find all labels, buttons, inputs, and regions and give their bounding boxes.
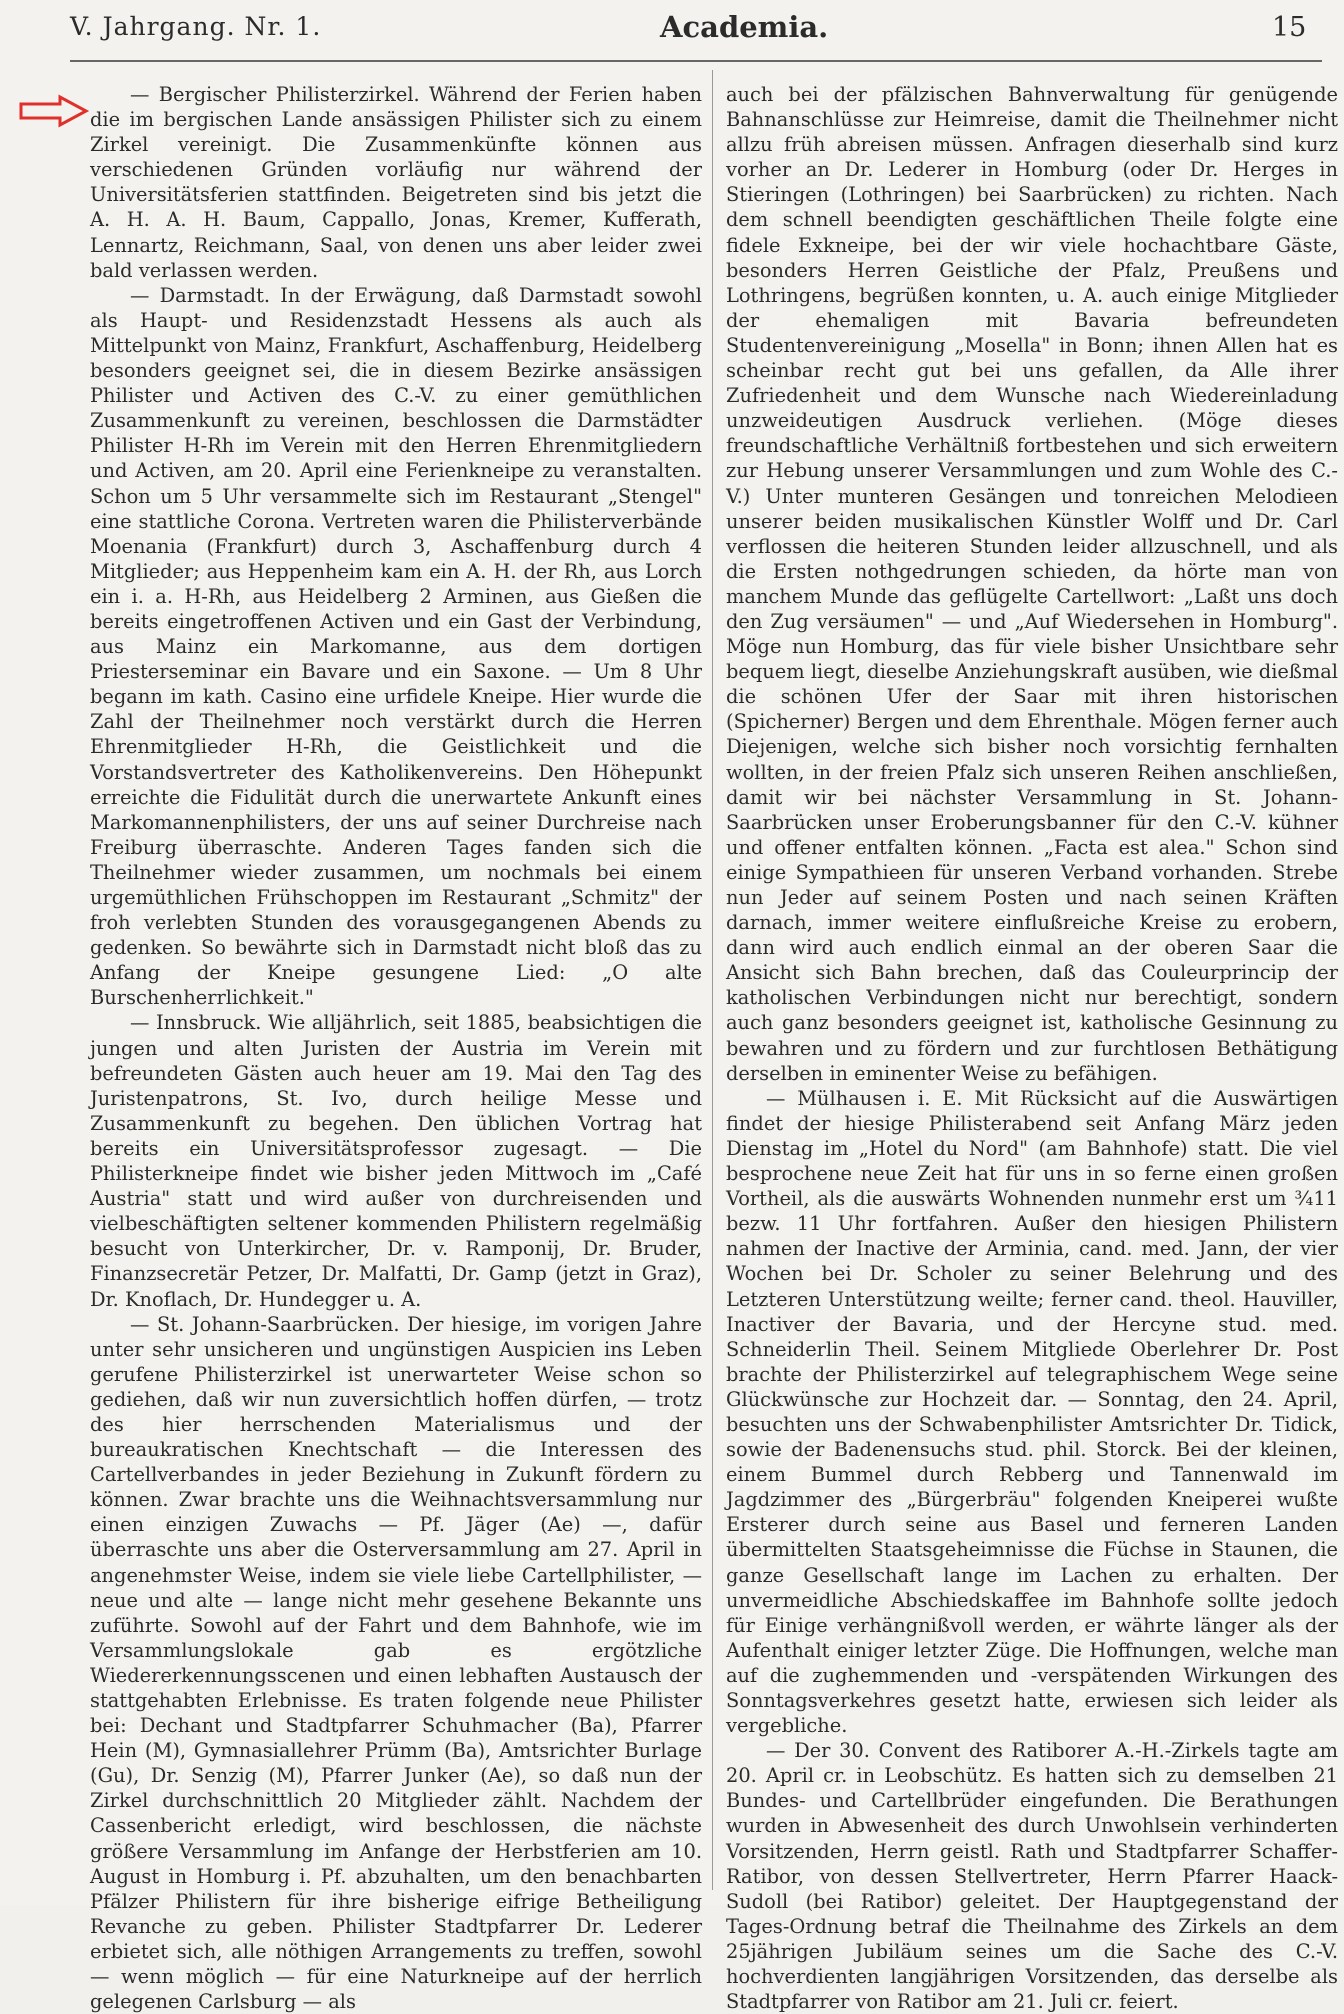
article-st-johann-continued: auch bei der pfälzischen Bahnverwaltung für genügende Bahnanschlüsse zur Heimreise, damit die Theilnehmer nicht allzu früh abreisen müssen. Anfragen dieserhalb sind kurz vorher an Dr. Lederer in Homburg (oder Dr. Herges in Stieringen (Lothringen) bei Saarbrücken) zu richten. Nach dem schnell beendigten geschäftlichen Theile folgte eine fidele Exkneipe, bei der wir viele hochachtbare Gäste, besonders Herren Geistliche der Pfalz, Preußens und Lothringens, begrüßen konnten, u. A. auch einige Mitglieder der ehemaligen mit Bavaria befreundeten Studentenvereinigung „Mosella" in Bonn; ihnen Allen hat es scheinbar recht gut bei uns gefallen, da Alle ihrer Zufriedenheit und dem Wunsche nach Wiedereinladung unzweideutigen Ausdruck verliehen. (Möge dieses freundschaftliche Verhältniß fortbestehen und sich erweitern zur Hebung unserer Versammlungen und zum Wohle des C.-V.) Unter munteren Gesängen und tonreichen Melodieen unserer beiden musikalischen Künstler Wolff und Dr. Carl verflossen die heiteren Stunden leider allzuschnell, und als die Ersten nothgedrungen schieden, da hörte man von manchem Munde das geflügelte Cartellwort: „Laßt uns doch den Zug versäumen" — und „Auf Wiedersehen in Homburg". Möge nun Homburg, das für viele bisher Unsichtbare sehr bequem liegt, dieselbe Anziehungskraft ausüben, wie dießmal die schönen Ufer der Saar mit ihren historischen (Spicherner) Bergen und dem Ehrenthale. Mögen ferner auch Diejenigen, welche sich bisher noch vorsichtig fernhalten wollten, in der freien Pfalz sich unseren Reihen anschließen, damit wir bei nächster Versammlung in St. Johann-Saarbrücken unser Eroberungsbanner für den C.-V. kühner und offener entfalten können. „Facta est alea." Schon sind einige Sympathieen für unseren Verband vorhanden. Strebe nun Jeder auf seinem Posten und nach seinen Kräften darnach, immer weitere einflußreiche Kreise zu erobern, dann wird auch endlich einmal an der oberen Saar die Ansicht sich Bahn brechen, daß das Couleurprincip der katholischen Verbindungen nicht nur berechtigt, sondern auch ganz besonders geeignet ist, katholische Gesinnung zu bewahren und zu fördern und zur furchtlosen Bethätigung derselben in eminenter Weise zu befähigen.: [726, 83, 1338, 1085]
header-rule: [70, 60, 1322, 62]
article-muelhausen: — Mülhausen i. E. Mit Rücksicht auf die Auswärtigen findet der hiesige Philisterabend seit Anfang März jeden Dienstag im „Hotel du Nord" (am Bahnhofe) statt. Die viel besprochene neue Zeit hat für uns in so ferne einen großen Vortheil, als die auswärts Wohnenden nunmehr erst um ¾11 bezw. 11 Uhr fortfahren. Außer den hiesigen Philistern nahmen der Inactive der Arminia, cand. med. Jann, der vier Wochen bei Dr. Scholer zu seiner Belehrung und des Letzteren Unterstützung weilte; ferner cand. theol. Hauviller, Inactiver der Bavaria, und der Hercyne stud. med. Schneiderlin Theil. Seinem Mitgliede Oberlehrer Dr. Post brachte der Philisterzirkel auf telegraphischem Wege seine Glückwünsche zur Hochzeit dar. — Sonntag, den 24. April, besuchten uns der Schwabenphilister Amtsrichter Dr. Tidick, sowie der Badenensuchs stud. phil. Storck. Bei der kleinen, einem Bummel durch Rebberg und Tannenwald im Jagdzimmer des „Bürgerbräu" folgenden Kneiperei wußte Ersterer durch seine aus Basel und ferneren Landen übermittelten Staatsgeheimnisse die Füchse in Staunen, die ganze Gesellschaft lange im Lachen zu erhalten. Der unvermeidliche Abschiedskaffee im Bahnhofe sollte jedoch für Einige verhängnißvoll werden, er währte länger als der Aufenthalt einiger letzter Züge. Die Hoffnungen, welche man auf die zughemmenden und -verspätenden Wirkungen des Sonntagsverkehres gesetzt hatte, erwiesen sich leider als vergebliche.: [726, 1086, 1338, 1738]
article-st-johann-saarbruecken: — St. Johann-Saarbrücken. Der hiesige, im vorigen Jahre unter sehr unsicheren und ungünstigen Auspicien ins Leben gerufene Philisterzirkel ist unerwarteter Weise schon so gediehen, daß wir nun zuversichtlich hoffen dürfen, — trotz des hier herrschenden Materialismus und der bureaukratischen Knechtschaft — die Interessen des Cartellverbandes in jeder Beziehung in Zukunft fördern zu können. Zwar brachte uns die Weihnachtsversammlung nur einen einzigen Zuwachs — Pf. Jäger (Ae) —, dafür überraschte uns aber die Osterversammlung am 27. April in angenehmster Weise, indem sie viele liebe Cartellphilister, — neue und alte — lange nicht mehr gesehene Bekannte uns zuführte. Sowohl auf der Fahrt und dem Bahnhofe, wie im Versammlungslokale gab es ergötzliche Wiedererkennungsscenen und einen lebhaften Austausch der stattgehabten Erlebnisse. Es traten folgende neue Philister bei: Dechant und Stadtpfarrer Schuhmacher (Ba), Pfarrer Hein (M), Gymnasiallehrer Prümm (Ba), Amtsrichter Burlage (Gu), Dr. Senzig (M), Pfarrer Junker (Ae), so daß nun der Zirkel durchschnittlich 20 Mitglieder zählt. Nachdem der Cassenbericht erledigt, wird beschlossen, die nächste größere Versammlung im Anfange der Herbstferien am 10. August in Homburg i. Pf. abzuhalten, um den benachbarten Pfälzer Philistern für ihre bisherige eifrige Betheiligung Revanche zu geben. Philister Stadtpfarrer Dr. Lederer erbietet sich, alle nöthigen Arrangements zu treffen, sowohl — wenn möglich — für eine Naturkneipe auf der herrlich gelegenen Carlsburg — als: [90, 1312, 702, 2014]
column-divider: [712, 70, 713, 1890]
article-innsbruck: — Innsbruck. Wie alljährlich, seit 1885, beabsichtigen die jungen und alten Juristen der Austria im Verein mit befreundeten Gästen auch heuer am 19. Mai den Tag des Juristenpatrons, St. Ivo, durch heilige Messe und Zusammenkunft zu begehen. Den üblichen Vortrag hat bereits ein Universitätsprofessor zugesagt. — Die Philisterkneipe findet wie bisher jeden Mittwoch im „Café Austria" statt und wird außer von durchreisenden und vielbeschäftigten seltener kommenden Philistern regelmäßig besucht von Unterkircher, Dr. v. Ramponij, Dr. Bruder, Finanzsecretär Petzer, Dr. Malfatti, Dr. Gamp (jetzt in Graz), Dr. Knoflach, Dr. Hundegger u. A.: [90, 1011, 702, 1311]
right-arrow-icon: [18, 94, 90, 128]
volume-issue: V. Jahrgang. Nr. 1.: [70, 12, 322, 41]
article-bergischer-philisterzirkel: — Bergischer Philisterzirkel. Während der Ferien haben die im bergischen Lande ansässigen Philister sich zu einem Zirkel vereinigt. Die Zusammenkünfte können aus verschiedenen Gründen vorläufig nur während der Universitätsferien stattfinden. Beigetreten sind bis jetzt die A. H. A. H. Baum, Cappallo, Jonas, Kremer, Kufferath, Lennartz, Reichmann, Saal, von denen uns aber leider zwei bald verlassen werden.: [90, 83, 702, 282]
left-column: [90, 82, 702, 2014]
article-darmstadt: — Darmstadt. In der Erwägung, daß Darmstadt sowohl als Haupt- und Residenzstadt Hessens als auch als Mittelpunkt von Mainz, Frankfurt, Aschaffenburg, Heidelberg besonders geeignet sei, die in diesem Bezirke ansässigen Philister und Activen des C.-V. zu einer gemüthlichen Zusammenkunft zu vereinen, beschlossen die Darmstädter Philister H-Rh im Verein mit den Herren Ehrenmitgliedern und Activen, am 20. April eine Ferienkneipe zu veranstalten. Schon um 5 Uhr versammelte sich im Restaurant „Stengel" eine stattliche Corona. Vertreten waren die Philisterverbände Moenania (Frankfurt) durch 3, Aschaffenburg durch 4 Mitglieder; aus Heppenheim kam ein A. H. der Rh, aus Lorch ein i. a. H-Rh, aus Heidelberg 2 Arminen, aus Gießen die bereits eingetroffenen Activen und ein Gast der Verbindung, aus Mainz ein Markomanne, aus dem dortigen Priesterseminar ein Bavare und ein Saxone. — Um 8 Uhr begann im kath. Casino eine urfidele Kneipe. Hier wurde die Zahl der Theilnehmer noch verstärkt durch die Herren Ehrenmitglieder H-Rh, die Geistlichkeit und die Vorstandsvertreter des Katholikenvereins. Den Höhepunkt erreichte die Fidulität durch die unerwartete Ankunft eines Markomannenphilisters, der uns auf seiner Durchreise nach Freiburg überraschte. Anderen Tages fanden sich die Theilnehmer wieder zusammen, um nochmals bei einem urgemüthlichen Frühschoppen im Restaurant „Schmitz" der froh verlebten Stunden des vorausgegangenen Abends zu gedenken. So bewährte sich in Darmstadt nicht bloß das zu Anfang der Kneipe gesungene Lied: „O alte Burschenherrlichkeit.": [90, 283, 702, 1010]
right-column: [726, 82, 1338, 2014]
masthead-title: Academia.: [660, 10, 829, 44]
article-ratiborer-zirkel: — Der 30. Convent des Ratiborer A.-H.-Zirkels tagte am 20. April cr. in Leobschütz. Es hatten sich zu demselben 21 Bundes- und Cartellbrüder eingefunden. Die Berathungen wurden in Abwesenheit des durch Unwohlsein verhinderten Vorsitzenden, Herrn geistl. Rath und Stadtpfarrer Schaffer-Ratibor, von dessen Stellvertreter, Herrn Pfarrer Haack-Sudoll (bei Ratibor) geleitet. Der Hauptgegenstand der Tages-Ordnung betraf die Theilnahme des Zirkels an dem 25jährigen Jubiläum seines um die Sache des C.-V. hochverdienten langjährigen Vorsitzenden, das derselbe als Stadtpfarrer von Ratibor am 21. Juli cr. feiert.: [726, 1739, 1338, 2014]
page-number: 15: [1272, 12, 1307, 43]
